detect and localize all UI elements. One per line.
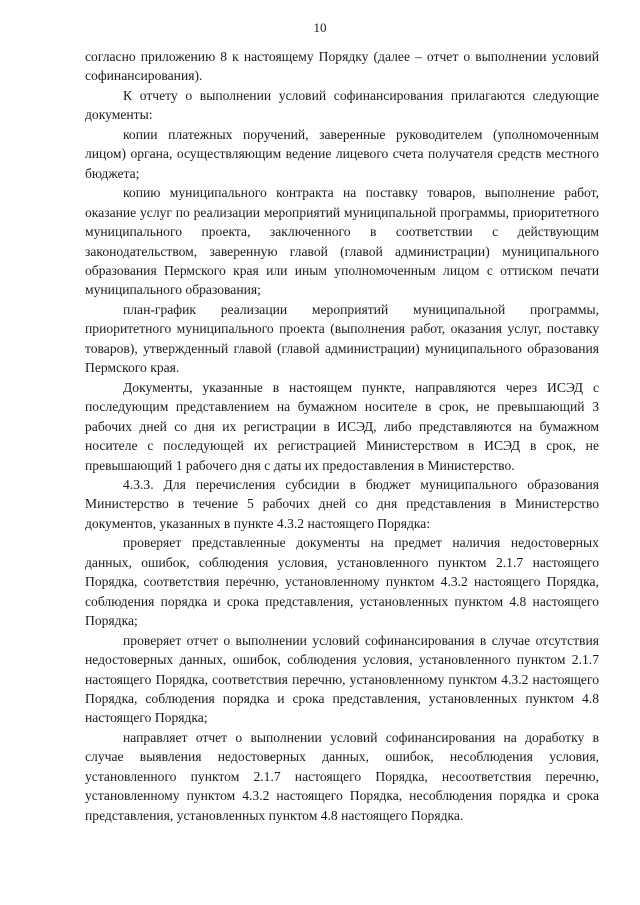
paragraph: проверяет отчет о выполнении условий софинансирования в случае отсутствия недостоверных данных, ошибок, соблюдения условия, установленного пунктом 2.1.7 настоящего Порядка, соответствия перечню, установленному пунктом 4.3.2 настоящего Порядка, соблюдения порядка и срока представления, установленных пунктом 4.8 настоящего Порядка; [85, 632, 599, 726]
page-number: 10 [313, 20, 327, 35]
paragraph: Документы, указанные в настоящем пункте, направляются через ИСЭД с последующим представлением на бумажном носителе в срок, не превышающий 3 рабочих дней со дня их регистрации в ИСЭД, либо представляются на бумажном носителе с последующей их регистрацией Министерством в ИСЭД в срок, не превышающий 1 рабочего дня с даты их предоставления в Министерство. [85, 379, 599, 473]
paragraph: 4.3.3. Для перечисления субсидии в бюджет муниципального образования Министерство в течение 5 рабочих дней со дня представления в Министерство документов, указанных в пункте 4.3.2 настоящего Порядка: [85, 476, 599, 531]
document-body [85, 47, 599, 825]
paragraph: копии платежных поручений, заверенные руководителем (уполномоченным лицом) органа, осуществляющим ведение лицевого счета получателя средств местного бюджета; [85, 126, 599, 181]
paragraph: согласно приложению 8 к настоящему Порядку (далее – отчет о выполнении условий софинансирования). [85, 49, 599, 84]
paragraph: К отчету о выполнении условий софинансирования прилагаются следующие документы: [85, 87, 599, 123]
paragraph: копию муниципального контракта на поставку товаров, выполнение работ, оказание услуг по реализации мероприятий муниципальной программы, приоритетного муниципального проекта, заключенного в соответствии с действующим законодательством, заверенную главой (главой администрации) муниципального образования Пермского края или иным уполномоченным лицом с оттиском печати муниципального образования; [85, 185, 599, 298]
paragraph: проверяет представленные документы на предмет наличия недостоверных данных, ошибок, соблюдения условия, установленного пунктом 2.1.7 настоящего Порядка, соответствия перечню, установленному пунктом 4.3.2 настоящего Порядка, соблюдения порядка и срока представления, установленных пунктом 4.8 настоящего Порядка; [85, 535, 599, 629]
paragraph: план-график реализации мероприятий муниципальной программы, приоритетного муниципального проекта (выполнения работ, оказания услуг, поставку товаров), утвержденный главой (главой администрации) муниципального образования Пермского края. [85, 301, 599, 376]
paragraph: направляет отчет о выполнении условий софинансирования на доработку в случае выявления недостоверных данных, ошибок, несоблюдения условия, установленного пунктом 2.1.7 настоящего Порядка, несоответствия перечню, установленному пунктом 4.3.2 настоящего Порядка, несоблюдения порядка и срока представления, установленных пунктом 4.8 настоящего Порядка. [85, 729, 599, 823]
